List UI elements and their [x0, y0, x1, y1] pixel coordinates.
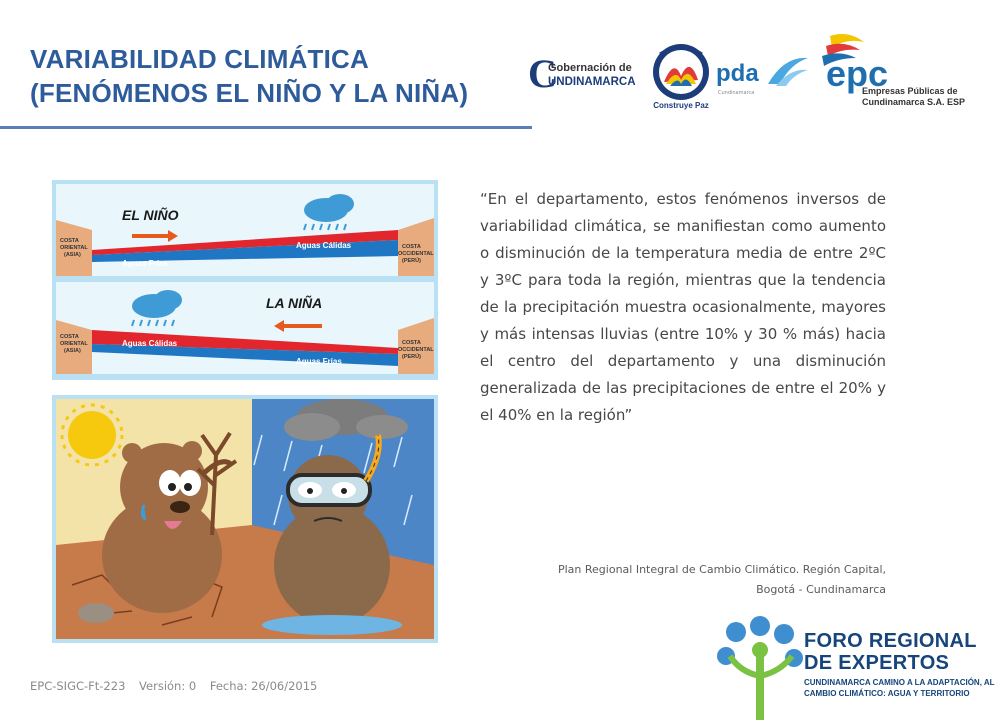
costa-occidental-top-3: (PERÚ) — [402, 258, 421, 264]
quote-text: “En el departamento, estos fenómenos inversos de variabilidad climática, se manifiestan como aumento o disminución de la temperatura media de entre 2ºC y 3ºC para toda la región, mientras que la tendencia de la precipitación muestra ocasionalmente, mayores y más intensas lluvias (entre 10% y 30 % más) hacia el centro del departamento y una disminución generalizada de las precipitaciones de entre el 20% y el 40% en la región” — [480, 190, 886, 424]
aguas-calidas-top: Aguas Cálidas — [296, 241, 352, 250]
aguas-calidas-bottom: Aguas Cálidas — [122, 339, 178, 348]
foro-title-1: FORO REGIONAL — [804, 630, 977, 652]
slide-title-line2: (FENÓMENOS EL NIÑO Y LA NIÑA) — [30, 78, 469, 108]
costa-oriental-top-2: ORIENTAL — [60, 245, 88, 251]
pda-wave-icon — [766, 54, 810, 88]
costa-oriental-top-1: COSTA — [60, 238, 79, 244]
costa-oriental-bottom-2: ORIENTAL — [60, 341, 88, 347]
costa-oriental-top-3: (ASIA) — [64, 252, 81, 258]
el-nino-label: EL NIÑO — [122, 207, 179, 223]
foro-regional-logo — [716, 614, 995, 720]
epc-logo — [818, 32, 966, 116]
aguas-frias-bottom: Aguas Frías — [296, 357, 342, 366]
peace-bottom-text: Construye Paz — [653, 101, 709, 110]
partner-logos — [528, 30, 966, 115]
costa-occidental-bottom-2: OCCIDENTAL — [398, 347, 434, 353]
costa-occidental-bottom-3: (PERÚ) — [402, 354, 421, 360]
costa-occidental-top-1: COSTA — [402, 244, 421, 250]
foro-subtitle-1: CUNDINAMARCA CAMINO A LA ADAPTACIÓN, AL — [804, 678, 995, 687]
slide-title-line1: VARIABILIDAD CLIMÁTICA — [30, 44, 369, 74]
epc-line1: Empresas Públicas de — [862, 86, 958, 96]
nino-nina-diagram — [52, 180, 438, 380]
source-line1: Plan Regional Integral de Cambio Climático. Región Capital, — [557, 563, 886, 576]
pda-text: pda — [716, 60, 759, 87]
gobernacion-line2: UNDINAMARCA — [548, 76, 636, 88]
aguas-frias-top: Aguas Frías — [122, 259, 168, 268]
footer-code: EPC-SIGC-Ft-223 — [30, 679, 126, 693]
costa-occidental-bottom-1: COSTA — [402, 340, 421, 346]
source-line2: Bogotá - Cundinamarca — [756, 583, 886, 596]
gobernacion-line1: Gobernación de — [548, 62, 632, 74]
title-divider — [0, 126, 532, 129]
slide-title — [30, 42, 530, 110]
footer — [30, 679, 327, 693]
costa-occidental-top-2: OCCIDENTAL — [398, 251, 434, 257]
footer-date: Fecha: 26/06/2015 — [209, 679, 318, 693]
costa-oriental-bottom-3: (ASIA) — [64, 348, 81, 354]
costa-oriental-bottom-1: COSTA — [60, 334, 79, 340]
foro-figure-icon — [716, 616, 804, 720]
foro-subtitle-2: CAMBIO CLIMÁTICO: AGUA Y TERRITORIO — [804, 689, 970, 698]
pda-logo — [716, 44, 808, 100]
pda-sub: Cundinamarca — [718, 90, 755, 96]
quote-source — [470, 560, 886, 600]
epc-text: epc — [826, 53, 889, 94]
footer-version: Versión: 0 — [139, 679, 197, 693]
foro-title-2: DE EXPERTOS — [804, 652, 950, 674]
calidad-de-vida-logo — [646, 38, 716, 110]
gobernacion-initial: C — [528, 51, 557, 96]
gobernacion-cundinamarca-logo — [528, 51, 640, 96]
epc-line2: Cundinamarca S.A. ESP — [862, 97, 966, 107]
la-nina-label: LA NIÑA — [266, 295, 323, 311]
drought-rain-cartoon — [52, 395, 438, 643]
